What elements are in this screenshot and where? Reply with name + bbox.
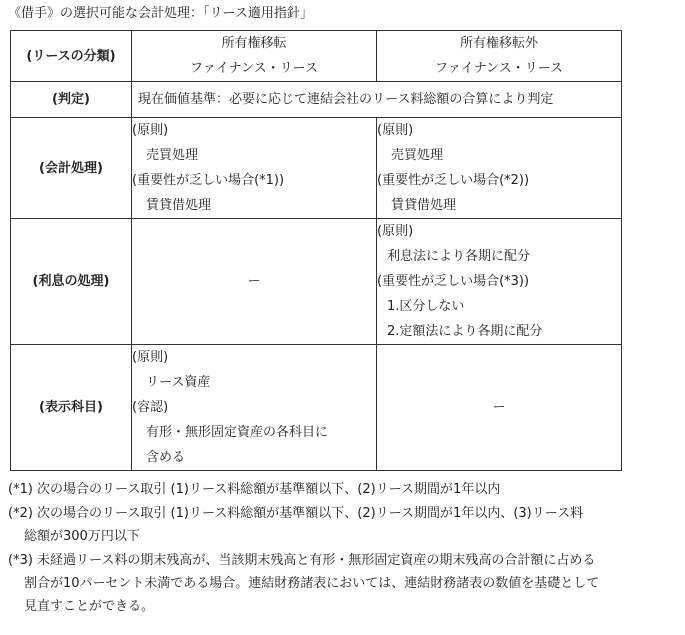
cell-line: (原則) — [132, 123, 169, 138]
footnote-line: (*3) 未経過リース料の期末残高が、当該期末残高と有形・無形固定資産の期末残高の合計額に占める — [8, 553, 596, 568]
accounting-ownership-transfer — [132, 118, 377, 219]
cell-line: 含める — [146, 450, 186, 465]
table-row-judgment — [11, 82, 622, 118]
footnote-line: (*2) 次の場合のリース取引 (1)リース料総額が基準額以下、(2)リース期間が1年以内、(3)リース料 — [8, 506, 584, 521]
footnote-line: 見直すことができる。 — [24, 599, 155, 614]
cell-line: 売買処理 — [146, 148, 199, 163]
cell-line: 有形・無形固定資産の各科目に — [146, 425, 329, 440]
cell-line: (原則) — [132, 350, 169, 365]
footnote-line: 総額が300万円以下 — [24, 529, 140, 544]
cell-line: (重要性が乏しい場合(*1)) — [132, 173, 285, 188]
cell-line: (重要性が乏しい場合(*3)) — [377, 274, 530, 289]
row-header-interest: (利息の処理) — [11, 219, 132, 345]
header-line: ファイナンス・リース — [434, 61, 564, 76]
header-line: 所有権移転外 — [459, 36, 538, 51]
cell-line: リース資産 — [146, 375, 211, 390]
display-ownership-transfer — [132, 345, 377, 471]
cell-line: 賃貸借処理 — [146, 198, 212, 213]
table-row-display — [11, 345, 622, 471]
footnote-line: (*1) 次の場合のリース取引 (1)リース料総額が基準額以下、(2)リース期間が1年以内 — [8, 482, 501, 497]
cell-line: (重要性が乏しい場合(*2)) — [377, 173, 530, 188]
row-header-judgment: (判定) — [11, 82, 132, 118]
row-header-accounting: (会計処理) — [11, 118, 132, 219]
interest-ownership-transfer: ー — [132, 219, 377, 345]
accounting-non-ownership-transfer — [377, 118, 622, 219]
table-row-accounting — [11, 118, 622, 219]
header-non-ownership-transfer — [377, 31, 622, 82]
cell-line: (原則) — [377, 224, 414, 239]
table-row-interest — [11, 219, 622, 345]
cell-line: 2.定額法により各期に配分 — [387, 324, 543, 339]
cell-line: 1.区分しない — [387, 299, 465, 314]
footnote-line: 割合が10パーセント未満である場合。連結財務諸表においては、連結財務諸表の数値を基礎として — [24, 576, 600, 591]
header-line: 所有権移転 — [221, 36, 287, 51]
header-line: ファイナンス・リース — [189, 61, 319, 76]
cell-line: 売買処理 — [391, 148, 444, 163]
interest-non-ownership-transfer — [377, 219, 622, 345]
lease-accounting-table — [10, 30, 622, 471]
cell-line: 賃貸借処理 — [391, 198, 457, 213]
header-ownership-transfer — [132, 31, 377, 82]
table-row-classification — [11, 31, 622, 82]
row-header-display: (表示科目) — [11, 345, 132, 471]
footnote-1 — [8, 478, 680, 501]
cell-line: (容認) — [132, 400, 169, 415]
page-title: 《借手》の選択可能な会計処理：「リース適用指針」 — [8, 6, 313, 21]
display-non-ownership-transfer: ー — [377, 345, 622, 471]
row-header-classification: (リースの分類) — [11, 31, 132, 82]
cell-line: 利息法により各期に配分 — [387, 249, 531, 264]
judgment-text — [132, 82, 622, 118]
cell-line: (原則) — [377, 123, 414, 138]
footnotes — [8, 478, 680, 619]
judgment-line: 現在価値基準：必要に応じて連結会社のリース料総額の合算により判定 — [138, 92, 554, 107]
footnote-3 — [8, 549, 680, 618]
footnote-2 — [8, 502, 680, 548]
